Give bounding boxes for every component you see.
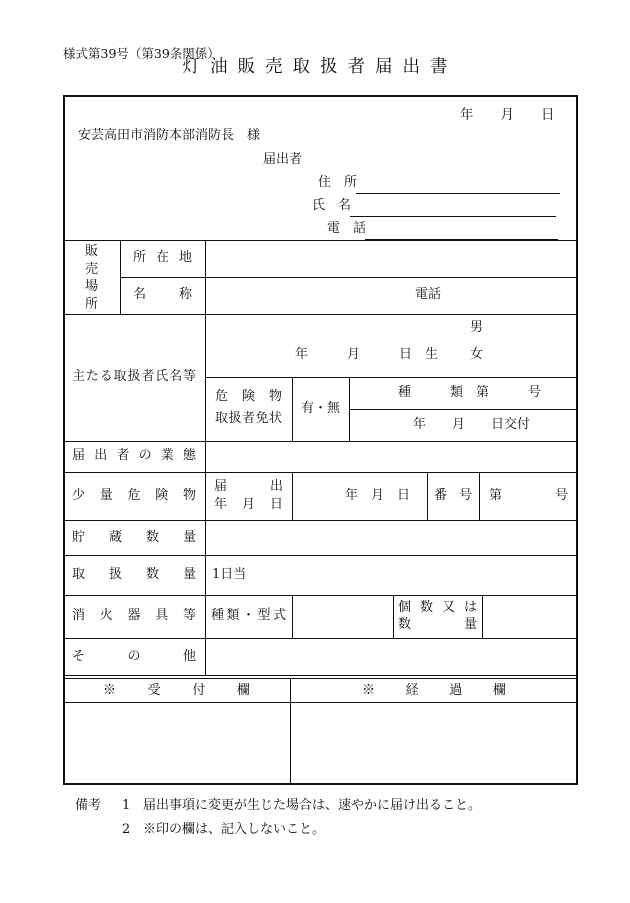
grid-line <box>205 377 578 378</box>
addressee-label: 安芸高田市消防本部消防長 様 <box>78 128 261 143</box>
gender-male-label: 男 <box>470 320 484 335</box>
sales-place-group-label: 販売場所 <box>84 244 98 312</box>
grid-line <box>63 441 578 442</box>
birthdate-field: 年 月 日 生 <box>295 347 439 362</box>
reception-column-header: ※受付欄 <box>103 683 250 698</box>
double-rule-bottom <box>63 678 578 679</box>
license-issue-date-field: 年 月 日交付 <box>413 417 531 432</box>
sales-name-label: 名称 <box>133 287 192 302</box>
grid-line <box>120 277 578 278</box>
report-number-label: 番号 <box>434 488 472 503</box>
notes-heading: 備考 <box>75 798 102 813</box>
grid-line <box>292 377 293 441</box>
progress-column-header: ※経過欄 <box>362 683 506 698</box>
sales-phone-label: 電話 <box>415 287 442 302</box>
phone-label: 電 話 <box>327 221 367 236</box>
grid-line <box>63 472 578 473</box>
license-have-none-field: 有・無 <box>301 401 341 416</box>
phone-blank-line <box>365 222 558 240</box>
date-field: 年 月 日 <box>460 107 555 123</box>
form-number-label: 様式第39号（第39条関係） <box>63 46 220 61</box>
business-type-label: 届出者の業態 <box>72 448 196 463</box>
report-date-label-line1: 届出 <box>214 479 283 494</box>
grid-line <box>349 409 578 410</box>
grid-line <box>63 638 578 639</box>
note-item-1-text: 届出事項に変更が生じた場合は、速やかに届け出ること。 <box>143 798 482 813</box>
address-label: 住 所 <box>318 175 358 190</box>
sales-location-label: 所在地 <box>133 250 192 265</box>
report-date-field: 年 月 日 <box>345 488 411 503</box>
extinguisher-count-label-line2: 数量 <box>398 617 477 632</box>
small-quantity-label: 少量危険物 <box>72 488 196 503</box>
grid-line <box>292 595 293 638</box>
main-handler-label: 主たる取扱者氏名等 <box>72 369 196 384</box>
handling-quantity-label: 取扱数量 <box>72 567 196 582</box>
grid-line <box>63 240 578 241</box>
hazmat-license-label-line2: 取扱者免状 <box>215 411 282 426</box>
report-number-field: 第 号 <box>489 488 568 503</box>
extinguisher-count-label-line1: 個数又は <box>398 600 477 615</box>
declarant-label: 届出者 <box>263 152 303 167</box>
grid-line <box>349 377 350 441</box>
note-item-2-number: 2 <box>122 822 131 837</box>
form-title: 灯油販売取扱者届出書 <box>182 57 458 77</box>
note-item-1-number: 1 <box>122 798 131 813</box>
other-label: その他 <box>72 649 196 664</box>
extinguisher-type-label: 種類・型式 <box>211 608 286 623</box>
grid-line <box>292 472 293 520</box>
report-date-label-line2: 年月日 <box>214 497 283 512</box>
name-blank-line <box>350 199 556 217</box>
storage-quantity-label: 貯蔵数量 <box>72 530 196 545</box>
note-item-2-text: ※印の欄は、記入しないこと。 <box>143 822 326 837</box>
grid-line <box>63 555 578 556</box>
grid-line <box>482 595 483 638</box>
gender-female-label: 女 <box>470 347 484 362</box>
hazmat-license-label-line1: 危険物 <box>215 389 282 404</box>
grid-line <box>63 314 578 315</box>
grid-line <box>63 520 578 521</box>
name-label: 氏 名 <box>312 198 352 213</box>
double-rule-top <box>63 675 578 676</box>
fire-extinguisher-label: 消火器具等 <box>72 608 196 623</box>
grid-line <box>63 595 578 596</box>
handling-quantity-unit: 1日当 <box>212 567 247 582</box>
license-class-number-field: 種 類 第 号 <box>398 385 542 400</box>
grid-line <box>63 702 578 703</box>
address-blank-line <box>356 176 560 194</box>
